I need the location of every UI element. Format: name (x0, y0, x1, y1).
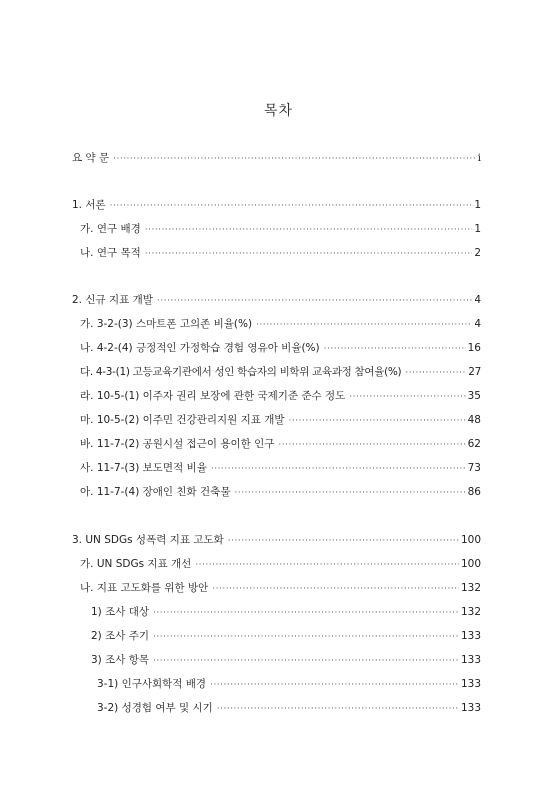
toc-entry-label: 가. 연구 배경 (80, 223, 141, 235)
toc-entry-2-ba[interactable] (80, 437, 481, 452)
toc-entry-label: 바. 11-7-(2) 공원시설 접근이 용이한 인구 (80, 438, 275, 450)
toc-entry-3-na-3-2[interactable] (97, 701, 481, 716)
toc-entry-page: 86 (467, 486, 481, 498)
toc-leader-dots (153, 630, 459, 644)
toc-leader-dots (195, 558, 459, 572)
toc-entry-label: 가. UN SDGs 지표 개선 (80, 558, 192, 570)
toc-entry-3-na-1[interactable] (91, 605, 481, 620)
toc-leader-dots (153, 606, 459, 620)
toc-entry-page: 133 (460, 702, 481, 714)
toc-entry-page: 73 (467, 462, 481, 474)
toc-entry-label: 3) 조사 항목 (91, 654, 150, 666)
toc-leader-dots (217, 702, 459, 716)
toc-entry-page: 100 (460, 534, 481, 546)
toc-entry-label: 3-1) 인구사회학적 배경 (97, 678, 207, 690)
toc-entry-2-sa[interactable] (80, 461, 481, 476)
toc-entry-3-na-3-1[interactable] (97, 677, 481, 692)
toc-entry-chapter-1[interactable] (72, 198, 481, 213)
toc-entry-page: 2 (474, 247, 481, 259)
toc-entry-page: 35 (467, 390, 481, 402)
toc-entry-label: 마. 10-5-(2) 이주민 건강관리지원 지표 개발 (80, 414, 285, 426)
toc-leader-dots (405, 366, 466, 380)
toc-entry-2-ga[interactable] (80, 317, 481, 332)
toc-leader-dots (211, 462, 466, 476)
toc-entry-page: 4 (474, 318, 481, 330)
toc-entry-chapter-3[interactable] (72, 533, 481, 548)
toc-entry-page: 27 (468, 366, 481, 378)
toc-entry-page: 133 (460, 678, 481, 690)
toc-leader-dots (289, 414, 466, 428)
toc-leader-dots (145, 247, 473, 261)
toc-leader-dots (234, 486, 465, 500)
toc-entry-page: 62 (467, 438, 481, 450)
toc-entry-2-a[interactable] (80, 485, 481, 500)
toc-leader-dots (145, 223, 473, 237)
toc-leader-dots (113, 152, 476, 166)
toc-leader-dots (256, 318, 472, 332)
toc-entry-label: 다. 4-3-(1) 고등교육기관에서 성인 학습자의 비학위 교육과정 참여율(%) (80, 366, 402, 378)
toc-entry-3-na[interactable] (80, 581, 481, 596)
toc-entry-3-na-3[interactable] (91, 653, 481, 668)
toc-entry-label: 3-2) 성경험 여부 및 시기 (97, 702, 213, 714)
toc-leader-dots (349, 390, 465, 404)
toc-entry-3-ga[interactable] (80, 557, 481, 572)
toc-leader-dots (157, 294, 472, 308)
toc-entry-page: 1 (474, 223, 481, 235)
toc-entry-2-da[interactable] (80, 365, 481, 380)
toc-entry-1-na[interactable] (80, 246, 481, 261)
toc-entry-chapter-2[interactable] (72, 293, 481, 308)
toc-leader-dots (324, 342, 466, 356)
toc-leader-dots (212, 582, 459, 596)
toc-entry-label: 2) 조사 주기 (91, 630, 150, 642)
toc-entry-2-na[interactable] (80, 341, 481, 356)
toc-entry-label: 1. 서론 (72, 199, 106, 211)
toc-entry-page: 132 (460, 582, 481, 594)
toc-entry-label: 2. 신규 지표 개발 (72, 294, 153, 306)
toc-leader-dots (110, 199, 473, 213)
toc-entry-label: 요 약 문 (72, 152, 110, 164)
toc-entry-label: 나. 지표 고도화를 위한 방안 (80, 582, 209, 594)
toc-entry-page: 4 (474, 294, 481, 306)
toc-leader-dots (228, 534, 459, 548)
toc-entry-label: 나. 연구 목적 (80, 247, 141, 259)
toc-entry-2-ma[interactable] (80, 413, 481, 428)
toc-leader-dots (153, 654, 459, 668)
toc-entry-label: 1) 조사 대상 (91, 606, 150, 618)
toc-entry-page: 48 (467, 414, 481, 426)
toc-leader-dots (278, 438, 465, 452)
toc-entry-page: 133 (460, 654, 481, 666)
toc-entry-page: i (477, 152, 481, 164)
page-title: 목차 (263, 103, 294, 119)
toc-entry-label: 아. 11-7-(4) 장애인 친화 건축물 (80, 486, 231, 498)
toc-entry-page: 133 (460, 630, 481, 642)
toc-entry-1-ga[interactable] (80, 222, 481, 237)
toc-entry-2-ra[interactable] (80, 389, 481, 404)
toc-entry-summary[interactable] (72, 151, 481, 166)
toc-entry-label: 사. 11-7-(3) 보도면적 비율 (80, 462, 207, 474)
toc-entry-3-na-2[interactable] (91, 629, 481, 644)
toc-leader-dots (210, 678, 459, 692)
toc-entry-label: 가. 3-2-(3) 스마트폰 고의존 비율(%) (80, 318, 253, 330)
toc-entry-page: 16 (467, 342, 481, 354)
toc-entry-label: 나. 4-2-(4) 긍정적인 가정학습 경험 영유아 비율(%) (80, 342, 320, 354)
toc-entry-page: 1 (474, 199, 481, 211)
toc-entry-page: 100 (460, 558, 481, 570)
toc-entry-label: 라. 10-5-(1) 이주자 권리 보장에 관한 국제기준 준수 정도 (80, 390, 346, 402)
toc-entry-label: 3. UN SDGs 성폭력 지표 고도화 (72, 534, 224, 546)
toc-entry-page: 132 (460, 606, 481, 618)
